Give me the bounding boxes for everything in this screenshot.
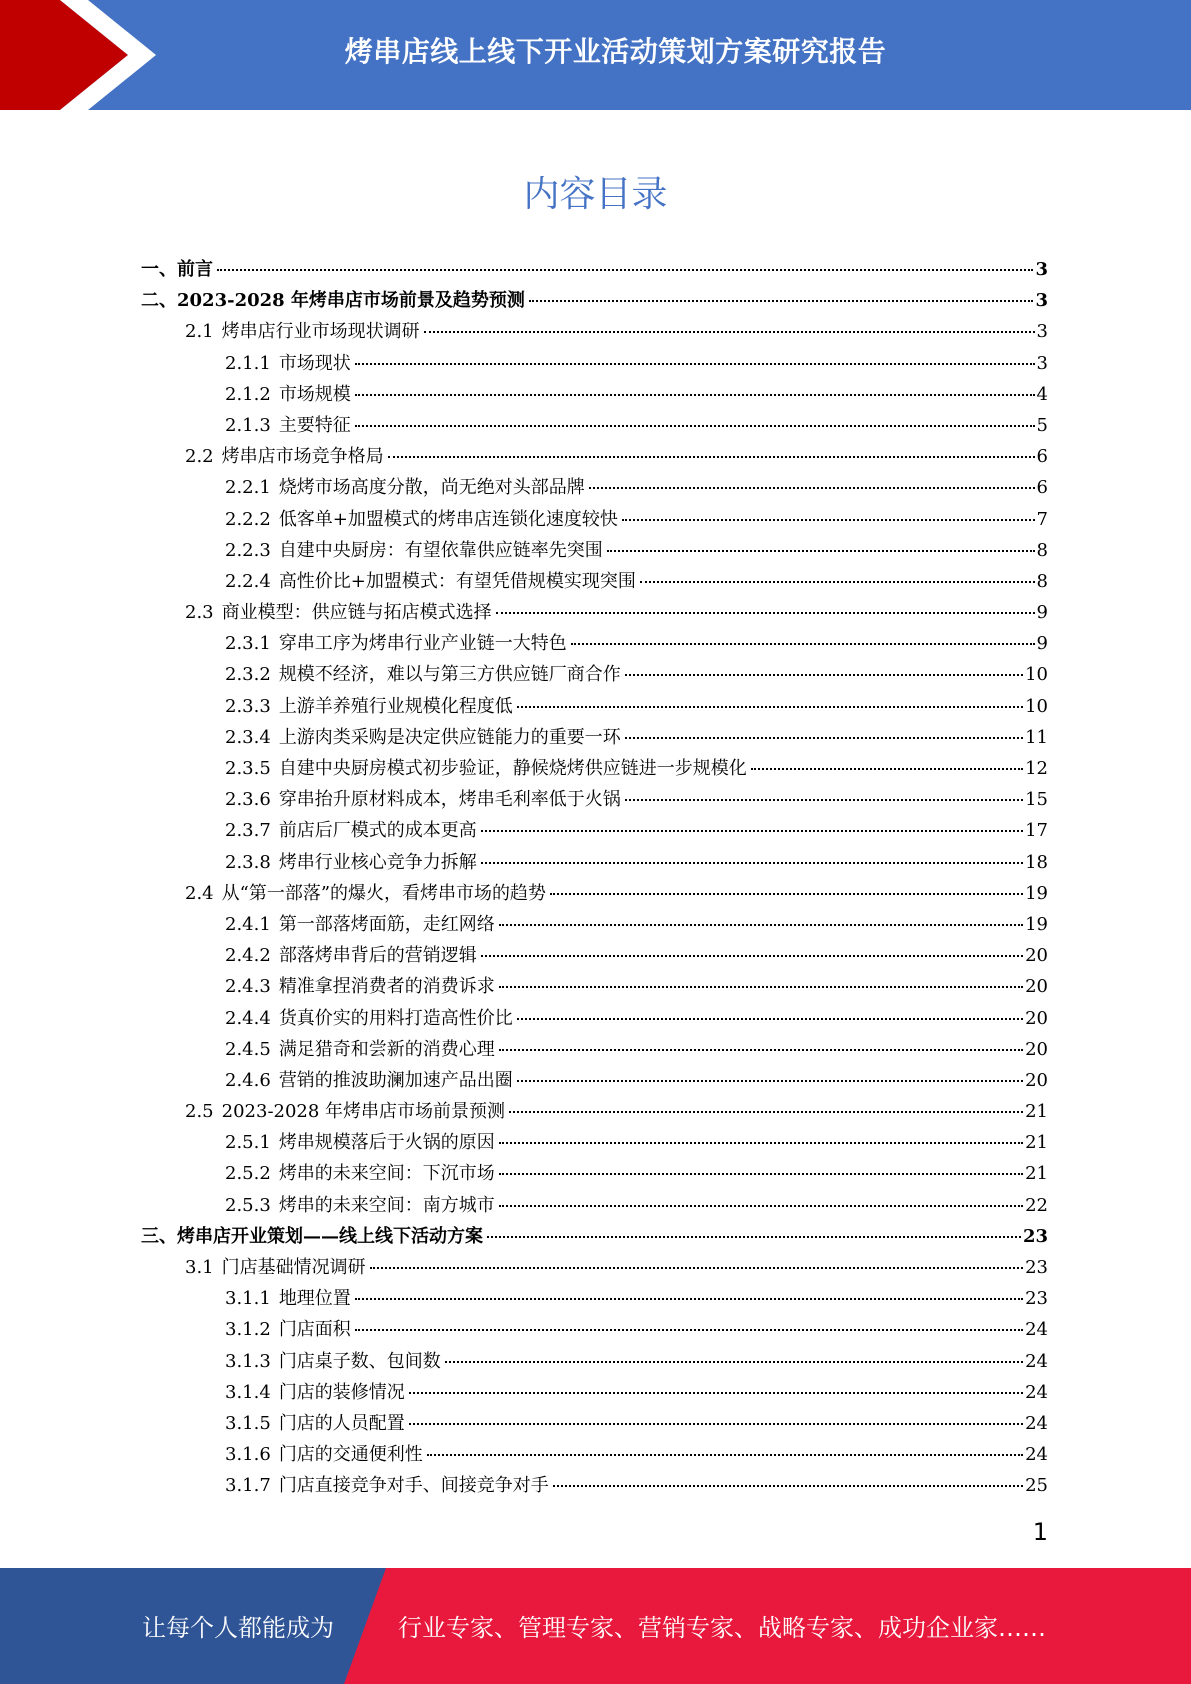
header-band: [0, 0, 1191, 110]
toc-dot-leader: [589, 487, 1035, 489]
toc-entry-number: 2.3.8: [225, 851, 271, 873]
toc-entry-number: 2.2: [185, 446, 214, 468]
toc-entry-page: 10: [1025, 695, 1048, 717]
toc-entry-page: 4: [1036, 383, 1048, 405]
toc-dot-leader: [499, 1142, 1023, 1144]
toc-entry-title: 精准拿捏消费者的消费诉求: [278, 976, 495, 998]
toc-entry-page: 9: [1036, 633, 1048, 655]
toc-dot-leader: [409, 1392, 1023, 1394]
toc-entry[interactable]: [141, 254, 1048, 285]
toc-entry[interactable]: [141, 1221, 1048, 1252]
toc-entry-page: 20: [1025, 1069, 1048, 1091]
toc-dot-leader: [499, 1049, 1023, 1051]
toc-entry[interactable]: [141, 1408, 1048, 1439]
toc-entry-number: 2.3.6: [225, 789, 271, 811]
toc-dot-leader: [388, 456, 1035, 458]
toc-dot-leader: [409, 1423, 1023, 1425]
toc-entry-page: 22: [1025, 1194, 1048, 1216]
toc-dot-leader: [517, 1018, 1023, 1020]
toc-entry-number: 3.1.1: [225, 1288, 271, 1310]
toc-entry-page: 19: [1025, 913, 1048, 935]
toc-entry-page: 20: [1025, 1007, 1048, 1029]
toc-entry-number: 3.1.2: [225, 1319, 271, 1341]
toc-entry-title: 市场规模: [278, 383, 351, 405]
toc-entry-title: 第一部落烤面筋，走红网络: [278, 913, 495, 935]
toc-entry-page: 21: [1025, 1132, 1048, 1154]
toc-entry-title: 前店后厂模式的成本更高: [278, 820, 477, 842]
toc-dot-leader: [355, 394, 1035, 396]
toc-entry-page: 3: [1036, 321, 1048, 343]
toc-entry-number: 2.1.2: [225, 383, 271, 405]
toc-entry-number: 2.5: [185, 1101, 214, 1123]
toc-entry-title: 烧烤市场高度分散，尚无绝对头部品牌: [278, 477, 585, 499]
toc-entry-page: 25: [1025, 1475, 1048, 1497]
toc-dot-leader: [370, 1267, 1023, 1269]
toc-entry-title: 烤串行业核心竞争力拆解: [278, 851, 477, 873]
toc-entry-page: 8: [1036, 539, 1048, 561]
toc-entry-page: 24: [1025, 1350, 1048, 1372]
toc-entry-number: 三、: [141, 1225, 177, 1247]
toc-entry-page: 12: [1025, 758, 1048, 779]
toc-dot-leader: [481, 955, 1023, 957]
toc-dot-leader: [499, 924, 1023, 926]
toc-entry-page: 15: [1025, 789, 1048, 811]
toc-entry-page: 10: [1025, 664, 1048, 686]
toc-entry-number: 3.1.5: [225, 1412, 271, 1434]
toc-entry-page: 3: [1035, 259, 1048, 280]
toc-entry-page: 20: [1025, 945, 1048, 967]
toc-entry-title: 部落烤串背后的营销逻辑: [278, 945, 477, 967]
toc-entry[interactable]: [141, 379, 1048, 410]
toc-entry-number: 2.3.5: [225, 758, 271, 779]
toc-entry-title: 烤串店开业策划——线上线下活动方案: [177, 1225, 483, 1247]
toc-heading: 内容目录: [523, 174, 668, 215]
toc-entry[interactable]: [141, 1470, 1048, 1501]
toc-entry-number: 2.2.1: [225, 477, 271, 499]
toc-entry-page: 20: [1025, 976, 1048, 998]
toc-entry-number: 2.1: [185, 321, 214, 343]
toc-entry-title: 烤串的未来空间：南方城市: [278, 1194, 495, 1216]
footer-slogan-left: 让每个人都能成为: [142, 1614, 334, 1642]
toc-dot-leader: [355, 425, 1035, 427]
toc-entry-title: 营销的推波助澜加速产品出圈: [278, 1069, 513, 1091]
toc-entry[interactable]: [141, 441, 1048, 472]
toc-entry-number: 2.5.2: [225, 1163, 271, 1185]
toc-dot-leader: [355, 363, 1035, 365]
toc-dot-leader: [496, 612, 1035, 614]
toc-entry-number: 2.4.4: [225, 1007, 271, 1029]
toc-dot-leader: [625, 674, 1023, 676]
toc-entry-title: 地理位置: [278, 1288, 351, 1310]
toc-entry[interactable]: [141, 472, 1048, 503]
toc-entry-title: 烤串规模落后于火锅的原因: [278, 1132, 495, 1154]
toc-entry-number: 2.3.7: [225, 820, 271, 842]
toc-dot-leader: [499, 1173, 1023, 1175]
toc-entry-title: 穿串工序为烤串行业产业链一大特色: [278, 633, 567, 655]
toc-entry-title: 上游羊养殖行业规模化程度低: [278, 695, 513, 717]
toc-entry-title: 门店直接竞争对手、间接竞争对手: [278, 1475, 549, 1497]
toc-entry-page: 20: [1025, 1038, 1048, 1060]
toc-entry-page: 17: [1025, 820, 1048, 842]
toc-entry-number: 2.4.2: [225, 945, 271, 967]
toc-entry[interactable]: [141, 659, 1048, 690]
toc-entry-title: 自建中央厨房：有望依靠供应链率先突围: [278, 539, 603, 561]
toc-entry-title: 门店面积: [278, 1319, 351, 1341]
toc-dot-leader: [487, 1236, 1021, 1238]
toc-entry[interactable]: [141, 285, 1048, 316]
toc-entry-number: 2.4.3: [225, 976, 271, 998]
toc-entry-number: 2.2.3: [225, 539, 271, 561]
toc-entry-number: 一、: [141, 259, 177, 280]
toc-entry-page: 8: [1036, 570, 1048, 592]
toc-entry-title: 商业模型：供应链与拓店模式选择: [221, 602, 492, 624]
toc-entry[interactable]: [141, 566, 1048, 597]
toc-dot-leader: [607, 550, 1035, 552]
toc-entry-number: 2.3.3: [225, 695, 271, 717]
toc-entry-page: 24: [1025, 1412, 1048, 1434]
toc-entry-page: 3: [1036, 352, 1048, 374]
toc-entry-title: 烤串的未来空间：下沉市场: [278, 1163, 495, 1185]
table-of-contents: [141, 254, 1048, 1502]
toc-entry-title: 自建中央厨房模式初步验证，静候烧烤供应链进一步规模化: [278, 758, 747, 779]
toc-dot-leader: [550, 893, 1023, 895]
toc-entry[interactable]: [141, 691, 1048, 722]
toc-dot-leader: [355, 1298, 1023, 1300]
toc-entry[interactable]: [141, 1096, 1048, 1127]
toc-entry-number: 2.3.2: [225, 664, 271, 686]
toc-entry[interactable]: [141, 1158, 1048, 1189]
toc-entry-page: 3: [1035, 290, 1048, 312]
toc-entry-title: 市场现状: [278, 352, 351, 374]
toc-entry-number: 2.4.1: [225, 913, 271, 935]
report-title: 烤串店线上线下开业活动策划方案研究报告: [344, 35, 887, 68]
toc-entry[interactable]: [141, 597, 1048, 628]
toc-dot-leader: [553, 1485, 1023, 1487]
toc-entry-page: 5: [1036, 414, 1048, 436]
toc-dot-leader: [509, 1111, 1023, 1113]
toc-entry-number: 2.2.2: [225, 508, 271, 530]
toc-entry[interactable]: [141, 1034, 1048, 1065]
toc-entry-number: 3.1.3: [225, 1350, 271, 1372]
toc-entry-page: 23: [1025, 1288, 1048, 1310]
toc-entry-title: 货真价实的用料打造高性价比: [278, 1007, 513, 1029]
toc-entry-page: 19: [1025, 882, 1048, 904]
toc-dot-leader: [625, 737, 1023, 739]
toc-entry-page: 23: [1022, 1225, 1048, 1247]
toc-dot-leader: [445, 1361, 1023, 1363]
toc-entry-number: 2.4: [185, 882, 214, 904]
toc-entry-title: 2023-2028 年烤串店市场前景及趋势预测: [177, 290, 525, 312]
toc-entry-title: 规模不经济，难以与第三方供应链厂商合作: [278, 664, 621, 686]
toc-entry-title: 烤串店行业市场现状调研: [221, 321, 420, 343]
toc-entry-number: 2.5.3: [225, 1194, 271, 1216]
toc-dot-leader: [625, 799, 1023, 801]
toc-entry-number: 二、: [141, 290, 177, 312]
toc-dot-leader: [427, 1454, 1023, 1456]
toc-dot-leader: [481, 862, 1023, 864]
toc-entry-number: 2.2.4: [225, 570, 271, 592]
toc-entry-number: 2.1.1: [225, 352, 271, 374]
toc-entry[interactable]: [141, 1377, 1048, 1408]
toc-dot-leader: [529, 300, 1034, 302]
toc-entry[interactable]: [141, 410, 1048, 441]
toc-entry[interactable]: [141, 753, 1048, 784]
toc-entry[interactable]: [141, 1283, 1048, 1314]
toc-entry-title: 2023-2028 年烤串店市场前景预测: [221, 1101, 506, 1123]
toc-entry-title: 上游肉类采购是决定供应链能力的重要一环: [278, 726, 621, 748]
toc-entry-title: 高性价比+加盟模式：有望凭借规模实现突围: [278, 570, 636, 592]
toc-entry[interactable]: [141, 1346, 1048, 1377]
toc-entry[interactable]: [141, 909, 1048, 940]
toc-dot-leader: [517, 706, 1023, 708]
toc-entry-title: 满足猎奇和尝新的消费心理: [278, 1038, 495, 1060]
toc-entry-title: 门店的交通便利性: [278, 1444, 423, 1466]
toc-entry-title: 门店的人员配置: [278, 1412, 405, 1434]
toc-entry-number: 2.4.5: [225, 1038, 271, 1060]
toc-entry-title: 前言: [177, 259, 213, 280]
toc-entry-number: 2.4.6: [225, 1069, 271, 1091]
toc-entry-page: 21: [1025, 1163, 1048, 1185]
toc-entry-title: 穿串抬升原材料成本，烤串毛利率低于火锅: [278, 789, 621, 811]
toc-entry-number: 2.3: [185, 602, 214, 624]
toc-dot-leader: [622, 519, 1035, 521]
toc-entry[interactable]: [141, 1190, 1048, 1221]
toc-entry-page: 18: [1025, 851, 1048, 873]
toc-entry-title: 门店的装修情况: [278, 1381, 405, 1403]
toc-entry[interactable]: [141, 1314, 1048, 1345]
toc-entry-page: 24: [1025, 1381, 1048, 1403]
toc-entry-page: 21: [1025, 1101, 1048, 1123]
toc-entry[interactable]: [141, 504, 1048, 535]
toc-entry-title: 从“第一部落”的爆火，看烤串市场的趋势: [221, 882, 547, 904]
toc-entry[interactable]: [141, 878, 1048, 909]
footer-slogan-right: 行业专家、管理专家、营销专家、战略专家、成功企业家……: [398, 1614, 1046, 1642]
toc-entry-page: 6: [1036, 446, 1048, 468]
toc-entry[interactable]: [141, 784, 1048, 815]
toc-dot-leader: [424, 331, 1035, 333]
toc-entry-title: 门店桌子数、包间数: [278, 1350, 441, 1372]
toc-dot-leader: [640, 581, 1035, 583]
toc-entry[interactable]: [141, 1252, 1048, 1283]
toc-entry[interactable]: [141, 722, 1048, 753]
toc-entry-number: 3.1.4: [225, 1381, 271, 1403]
toc-entry-number: 3.1.6: [225, 1444, 271, 1466]
toc-dot-leader: [217, 269, 1033, 271]
toc-entry-page: 7: [1036, 508, 1048, 530]
toc-entry-page: 24: [1025, 1319, 1048, 1341]
toc-entry-number: 2.5.1: [225, 1132, 271, 1154]
toc-dot-leader: [481, 830, 1023, 832]
toc-entry[interactable]: [141, 1003, 1048, 1034]
toc-entry[interactable]: [141, 1065, 1048, 1096]
toc-entry[interactable]: [141, 847, 1048, 878]
toc-entry[interactable]: [141, 971, 1048, 1002]
toc-entry-page: 24: [1025, 1444, 1048, 1466]
toc-entry[interactable]: [141, 815, 1048, 846]
toc-entry-page: 6: [1036, 477, 1048, 499]
toc-entry[interactable]: [141, 628, 1048, 659]
toc-entry-page: 9: [1036, 602, 1048, 624]
toc-entry[interactable]: [141, 940, 1048, 971]
toc-entry-number: 2.3.4: [225, 726, 271, 748]
toc-dot-leader: [499, 986, 1023, 988]
toc-entry-number: 2.3.1: [225, 633, 271, 655]
toc-dot-leader: [517, 1080, 1023, 1082]
toc-entry-title: 低客单+加盟模式的烤串店连锁化速度较快: [278, 508, 618, 530]
toc-entry-number: 3.1.7: [225, 1475, 271, 1497]
page-number: 1: [1032, 1518, 1048, 1546]
toc-dot-leader: [355, 1329, 1023, 1331]
toc-entry[interactable]: [141, 1127, 1048, 1158]
toc-entry-number: 2.1.3: [225, 414, 271, 436]
toc-dot-leader: [499, 1205, 1023, 1207]
toc-entry-number: 3.1: [185, 1257, 214, 1278]
toc-entry-page: 11: [1025, 726, 1048, 748]
toc-entry-title: 主要特征: [278, 414, 351, 436]
toc-entry[interactable]: [141, 348, 1048, 379]
toc-entry-page: 23: [1025, 1257, 1048, 1278]
toc-entry[interactable]: [141, 316, 1048, 347]
footer-band: [0, 1568, 1191, 1684]
toc-entry-title: 门店基础情况调研: [221, 1257, 366, 1278]
toc-entry[interactable]: [141, 535, 1048, 566]
toc-entry[interactable]: [141, 1439, 1048, 1470]
toc-dot-leader: [571, 643, 1035, 645]
toc-entry-title: 烤串店市场竞争格局: [221, 446, 384, 468]
toc-dot-leader: [751, 768, 1023, 770]
